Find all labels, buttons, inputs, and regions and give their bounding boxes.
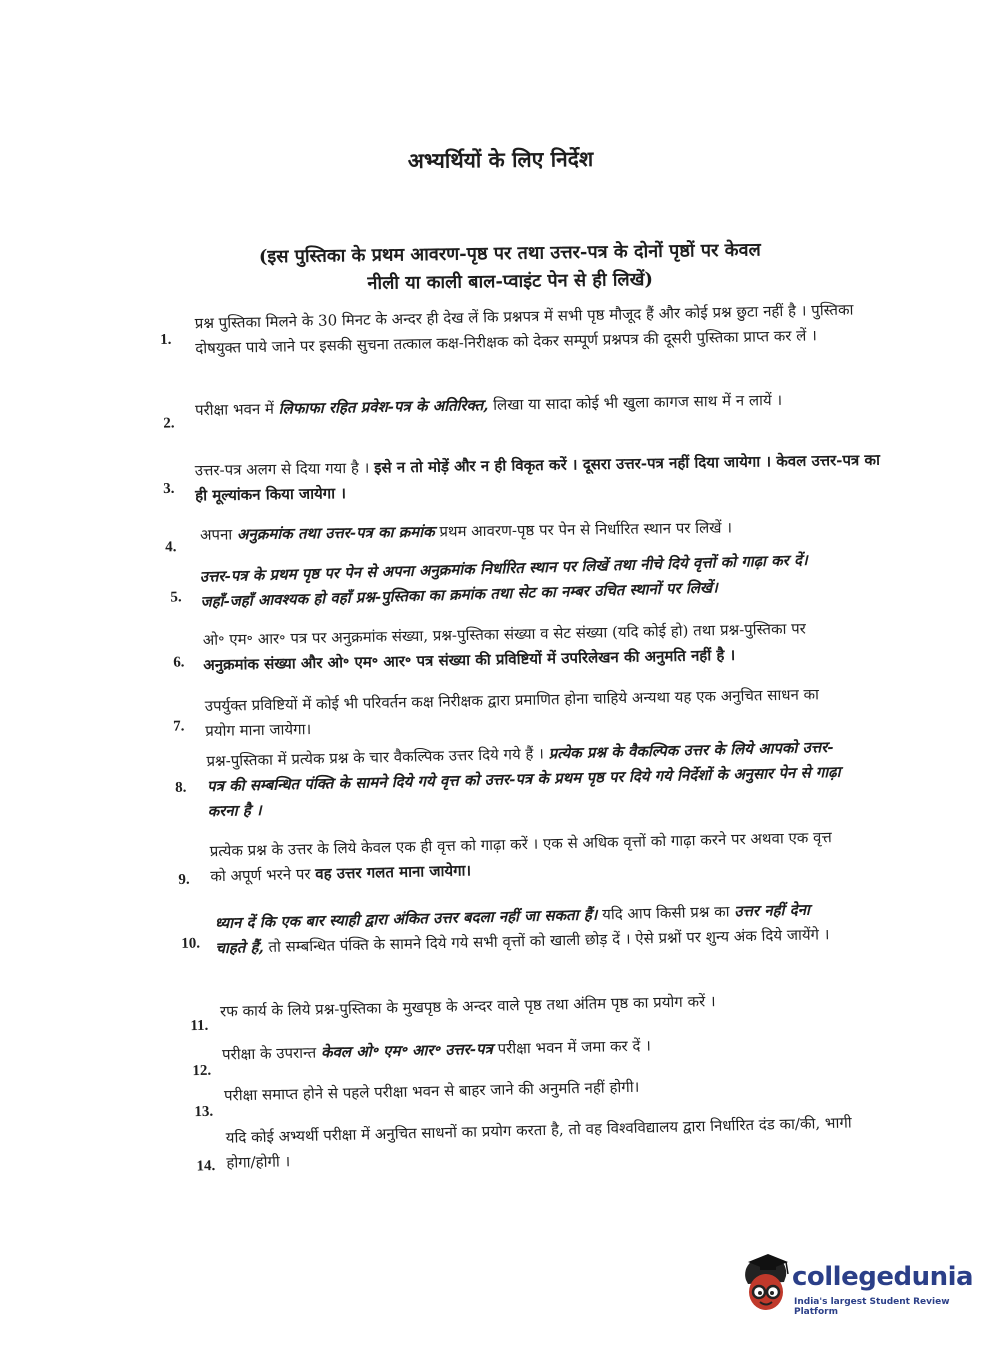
item-number: 13. (194, 1103, 214, 1121)
item-text-part: अपना (199, 525, 238, 544)
item-number: 1. (159, 331, 172, 349)
item-text-emphasis: अनुक्रमांक संख्या और ओ॰ एम॰ आर॰ पत्र संख्या की प्रविष्टियों में उपरिलेखन की अनुमति नहीं है । (203, 645, 736, 675)
item-text: यदि कोई अभ्यर्थी परीक्षा में अनुचित साधनों का प्रयोग करता है, तो वह विश्वविद्यालय द्वारा निर्धारित दंड का/की, भागी होगा/होगी । (225, 1113, 852, 1172)
item-number: 11. (190, 1017, 209, 1035)
logo-tagline: India's largest Student Review Platform (794, 1297, 950, 1317)
item-number: 3. (163, 480, 175, 497)
item-text (210, 825, 851, 890)
item-text-part: प्रश्न-पुस्तिका में प्रत्येक प्रश्न के चार वैकल्पिक उत्तर दिये गये हैं । (206, 744, 549, 771)
item-text-emphasis: ध्यान दें कि एक बार स्याही द्वारा अंकित उत्तर बदला नहीं जा सकता हैं। (214, 905, 598, 933)
item-number: 10. (181, 935, 201, 952)
instruction-item-9 (178, 825, 851, 890)
instruction-item-8 (174, 735, 843, 824)
item-text (206, 735, 843, 824)
instruction-item-10 (181, 897, 846, 961)
item-text-emphasis: इसे न तो मोड़ें और न ही विकृत करें । दूसरा उत्तर-पत्र नहीं दिया जायेगा । केवल उत्तर-पत्र का ही मूल्यांकन किया जायेगा । (195, 450, 881, 505)
item-text-emphasis: अनुक्रमांक तथा उत्तर-पत्र का क्रमांक (236, 522, 435, 544)
item-text: रफ कार्य के लिये प्रश्न-पुस्तिका के मुखपृष्ठ के अन्दर वाले पृष्ठ तथा अंतिम पृष्ठ का प्रयोग करें । (219, 992, 716, 1021)
item-number: 12. (192, 1062, 212, 1080)
logo-brand-name: collegedunia (792, 1262, 974, 1292)
item-number: 4. (165, 539, 177, 556)
item-text-part: यदि आप किसी प्रश्न का (597, 902, 735, 924)
item-text-part: ओ॰ एम॰ आर॰ पत्र पर अनुक्रमांक संख्या, प्रश्न-पुस्तिका संख्या व सेट संख्या (यदि कोई हो) तथा प्रश्न-पुस्तिका पर (202, 619, 806, 650)
instruction-item-1 (159, 297, 896, 362)
item-text-part: तो सम्बन्धित पंक्ति के सामने दिये गये सभी वृत्तों को खाली छोड़ दें । ऐसे प्रश्नों पर शुन्य अंक दिये जायेंगे । (263, 925, 830, 957)
item-text-part: परीक्षा के उपरान्त (221, 1043, 322, 1064)
item-text: उपर्युक्त प्रविष्टियों में कोई भी परिवर्तन कक्ष निरीक्षक द्वारा प्रमाणित होना चाहिये अन्यथा यह एक अनुचित साधन का प्रयोग माना जायेगा। (204, 685, 820, 741)
instruction-item-11 (190, 987, 840, 1035)
instruction-item-7 (173, 682, 836, 744)
item-text (215, 897, 846, 961)
item-number: 8. (174, 779, 187, 796)
item-text-emphasis: वह उत्तर गलत माना जायेगा। (315, 861, 472, 883)
item-number: 2. (163, 415, 175, 432)
item-number: 6. (173, 654, 185, 671)
instruction-item-4 (165, 513, 900, 556)
item-number: 9. (178, 871, 190, 888)
item-text-emphasis: प्रत्येक प्रश्न के वैकल्पिक उत्तर के लिये आपको उत्तर-पत्र की सम्बन्धित पंक्ति के सामने दिये गये वृत्त को उत्तर-पत्र के प्रथम पृष्ठ पर दिये गये निर्देशों के अनुसार पेन से गाढ़ा करना है । (206, 737, 841, 821)
mascot-icon (740, 1252, 792, 1318)
subtitle-line-1: (इस पुस्तिका के प्रथम आवरण-पृष्ठ पर तथा उत्तर-पत्र के दोनों पृष्ठों पर केवल (258, 239, 761, 268)
item-number: 5. (170, 589, 182, 606)
item-text-emphasis: केवल ओ॰ एम॰ आर॰ उत्तर-पत्र (320, 1039, 494, 1062)
item-text (203, 616, 834, 678)
item-text (195, 386, 895, 423)
item-text: उत्तर-पत्र के प्रथम पृष्ठ पर पेन से अपना अनुक्रमांक निर्धारित स्थान पर लिखें तथा नीचे दिये वृत्तों को गाढ़ा कर दें।जहाँ-जहाँ आवश्यक हो वहाँ प्रश्न-पुस्तिका का क्रमांक तथा सेट का नम्बर उचित स्थानों पर लिखें। (199, 550, 808, 611)
subtitle-line-2: नीली या काली बाल-प्वाइंट पेन से ही लिखें) (367, 269, 654, 294)
instruction-item-5 (170, 547, 830, 615)
item-text-part: प्रत्येक प्रश्न के उत्तर के लिये केवल एक ही वृत्त को गाढ़ा करें । एक से अधिक वृत्तों को गाढ़ा करने पर अथवा एक वृत्त को अपूर्ण भरने पर (209, 828, 832, 886)
page-title: अभ्यर्थियों के लिए निर्देश (407, 146, 594, 173)
item-number: 7. (173, 718, 185, 735)
item-text (222, 1030, 842, 1068)
item-text: प्रश्न पुस्तिका मिलने के 30 मिनट के अन्दर ही देख लें कि प्रश्नपत्र में सभी पृष्ठ मौजूद हैं और कोई प्रश्न छुटा नहीं है । पुस्तिका दोषयुक्त पाये जाने पर इसकी सुचना तत्काल कक्ष-निरीक्षक को देकर सम्पूर्ण प्रश्नपत्र की दूसरी पुस्तिका प्राप्त कर लें । (194, 300, 854, 358)
instruction-item-13 (194, 1071, 844, 1121)
instruction-item-12 (192, 1030, 842, 1080)
item-text-part: परीक्षा भवन में (194, 399, 279, 420)
item-number: 14. (196, 1158, 216, 1175)
instruction-item-6 (173, 616, 834, 678)
item-text-part: प्रथम आवरण-पृष्ठ पर पेन से निर्धारित स्थान पर लिखें । (434, 518, 733, 541)
item-text-emphasis: उत्तर नहीं देना चाहते हैं, (215, 900, 811, 958)
item-text-part: उत्तर-पत्र अलग से दिया गया है । (194, 458, 375, 480)
instruction-item-2 (163, 386, 895, 432)
collegedunia-logo (740, 1252, 974, 1322)
item-text-part: परीक्षा भवन में जमा कर दें । (492, 1036, 652, 1058)
item-text (200, 513, 900, 548)
page-subtitle (170, 235, 851, 300)
item-text: परीक्षा समाप्त होने से पहले परीक्षा भवन से बाहर जाने की अनुमति नहीं होगी। (223, 1077, 640, 1105)
item-text-part: लिखा या सादा कोई भी खुला कागज साथ में न लायें । (488, 390, 783, 414)
item-text-emphasis: लिफाफा रहित प्रवेश-पत्र के अतिरिक्त, (278, 395, 489, 418)
instruction-item-3 (163, 448, 896, 509)
item-text (195, 448, 896, 509)
